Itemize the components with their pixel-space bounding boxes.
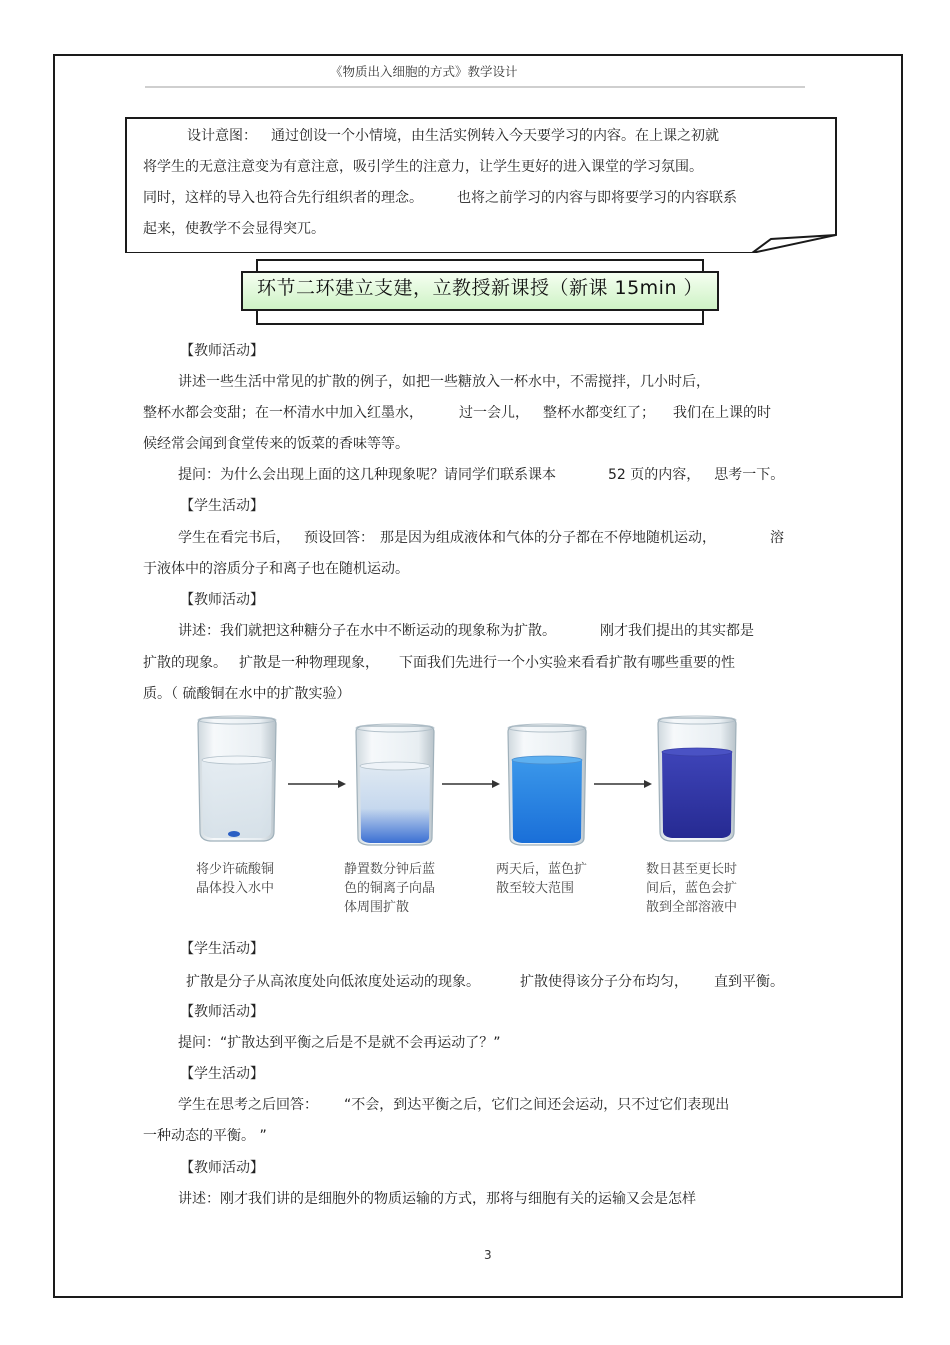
header-divider xyxy=(145,86,805,88)
teacher1-line2 xyxy=(143,402,771,422)
teacher-activity-label-4: 【教师活动】 xyxy=(180,1160,264,1176)
teacher1-line3: 候经常会闻到食堂传来的饭菜的香味等等。 xyxy=(143,436,409,452)
student-activity-label-3: 【学生活动】 xyxy=(180,1066,264,1082)
arrow-right-icon xyxy=(442,780,500,788)
caption-3-line-1: 两天后，蓝色扩 xyxy=(496,862,588,877)
caption-4-line-2: 间后，蓝色会扩 xyxy=(646,881,738,896)
teacher2-line2c: 下面我们先进行一个小实验来看看扩散有哪些重要的性 xyxy=(399,655,735,671)
caption-step-1 xyxy=(196,860,306,898)
design-intent-line4: 起来，使教学不会显得突兀。 xyxy=(143,221,325,237)
design-intent-note xyxy=(125,117,837,253)
teacher1-line4c: 思考一下。 xyxy=(714,467,785,483)
teacher1-line2a: 整杯水都会变甜；在一杯清水中加入红墨水， xyxy=(143,405,423,421)
design-intent-line2: 将学生的无意注意变为有意注意，吸引学生的注意力，让学生更好的进入课堂的学习氛围。 xyxy=(143,159,703,175)
caption-step-3 xyxy=(496,860,606,898)
teacher2-line2 xyxy=(143,652,735,672)
teacher2-line2a: 扩散的现象。 xyxy=(143,655,227,671)
beaker-1 xyxy=(198,716,276,841)
student2-line1a: 扩散是分子从高浓度处向低浓度处运动的现象。 xyxy=(186,974,480,990)
teacher3-line1: 提问：“扩散达到平衡之后是不是就不会再运动了？” xyxy=(178,1035,501,1051)
design-intent-line3a: 同时，这样的导入也符合先行组织者的理念。 xyxy=(143,190,423,206)
teacher1-line2b: 过一会儿， xyxy=(459,405,529,421)
diffusion-experiment-figure xyxy=(190,714,760,924)
student2-line1b: 扩散使得该分子分布均匀， xyxy=(520,974,688,990)
arrow-right-icon xyxy=(594,780,652,788)
section-banner xyxy=(240,259,720,325)
caption-3-line-2: 散至较大范围 xyxy=(496,881,575,896)
teacher1-line1: 讲述一些生活中常见的扩散的例子，如把一些糖放入一杯水中，不需搅拌，几小时后， xyxy=(178,374,710,390)
caption-step-4 xyxy=(646,860,756,917)
caption-4-line-1: 数日甚至更长时 xyxy=(646,862,738,877)
teacher2-line3: 质。（ 硫酸铜在水中的扩散实验） xyxy=(143,686,351,702)
beaker-sequence xyxy=(190,714,760,854)
beaker-2 xyxy=(356,724,434,845)
caption-2-line-1: 静置数分钟后蓝 xyxy=(344,862,436,877)
student3-line1 xyxy=(178,1094,729,1114)
design-intent-label: 设计意图： xyxy=(187,128,257,144)
teacher4-line1: 讲述：刚才我们讲的是细胞外的物质运输的方式，那将与细胞有关的运输又会是怎样 xyxy=(178,1191,696,1207)
student1-line2: 于液体中的溶质分子和离子也在随机运动。 xyxy=(143,561,409,577)
banner-title: 环节二环建立支建，立教授新课授（新课 15min ） xyxy=(256,277,704,299)
student3-line1a: 学生在思考之后回答： xyxy=(178,1097,318,1113)
teacher1-line2c: 整杯水都变红了； xyxy=(543,405,655,421)
teacher1-line2d: 我们在上课的时 xyxy=(673,405,771,421)
teacher2-line1a: 讲述：我们就把这种糖分子在水中不断运动的现象称为扩散。 xyxy=(178,623,556,639)
beaker-3 xyxy=(508,724,586,845)
teacher1-line4a: 提问：为什么会出现上面的这几种现象呢？请同学们联系课本 xyxy=(178,467,556,483)
student3-line1b: “不会，到达平衡之后，它们之间还会运动，只不过它们表现出 xyxy=(344,1097,730,1113)
caption-1-line-1: 将少许硫酸铜 xyxy=(196,862,275,877)
teacher2-line1b: 刚才我们提出的其实都是 xyxy=(600,623,754,639)
caption-4-line-3: 散到全部溶液中 xyxy=(646,900,738,915)
teacher-activity-label-3: 【教师活动】 xyxy=(180,1004,264,1020)
teacher-activity-label-2: 【教师活动】 xyxy=(180,592,264,608)
page-number: 3 xyxy=(484,1248,492,1262)
document-header-title: 《物质出入细胞的方式》教学设计 xyxy=(330,64,518,79)
student1-line1 xyxy=(178,527,784,547)
arrow-right-icon xyxy=(288,780,346,788)
caption-1-line-2: 晶体投入水中 xyxy=(196,881,275,896)
student3-line2: 一种动态的平衡。 ” xyxy=(143,1128,267,1144)
student-activity-label: 【学生活动】 xyxy=(180,498,264,514)
student2-line1 xyxy=(186,971,784,991)
caption-2-line-2: 色的铜离子向晶 xyxy=(344,881,436,896)
teacher1-line4b: 52 页的内容， xyxy=(608,467,701,483)
student1-line1c: 那是因为组成液体和气体的分子都在不停地随机运动， xyxy=(380,530,716,546)
student1-line1b: 预设回答： xyxy=(304,530,374,546)
teacher2-line2b: 扩散是一种物理现象， xyxy=(239,655,379,671)
student1-line1a: 学生在看完书后， xyxy=(178,530,290,546)
caption-step-2 xyxy=(344,860,454,917)
caption-2-line-3: 体周围扩散 xyxy=(344,900,410,915)
teacher-activity-label: 【教师活动】 xyxy=(180,343,264,359)
teacher1-line4 xyxy=(178,464,784,484)
beaker-4 xyxy=(658,716,736,841)
student-activity-label-2: 【学生活动】 xyxy=(180,941,264,957)
design-intent-line3b: 也将之前学习的内容与即将要学习的内容联系 xyxy=(457,190,737,206)
student1-line1d: 溶 xyxy=(770,530,784,546)
design-intent-line1: 通过创设一个小情境，由生活实例转入今天要学习的内容。在上课之初就 xyxy=(271,128,719,144)
student2-line1c: 直到平衡。 xyxy=(714,974,784,990)
teacher2-line1 xyxy=(178,620,754,640)
